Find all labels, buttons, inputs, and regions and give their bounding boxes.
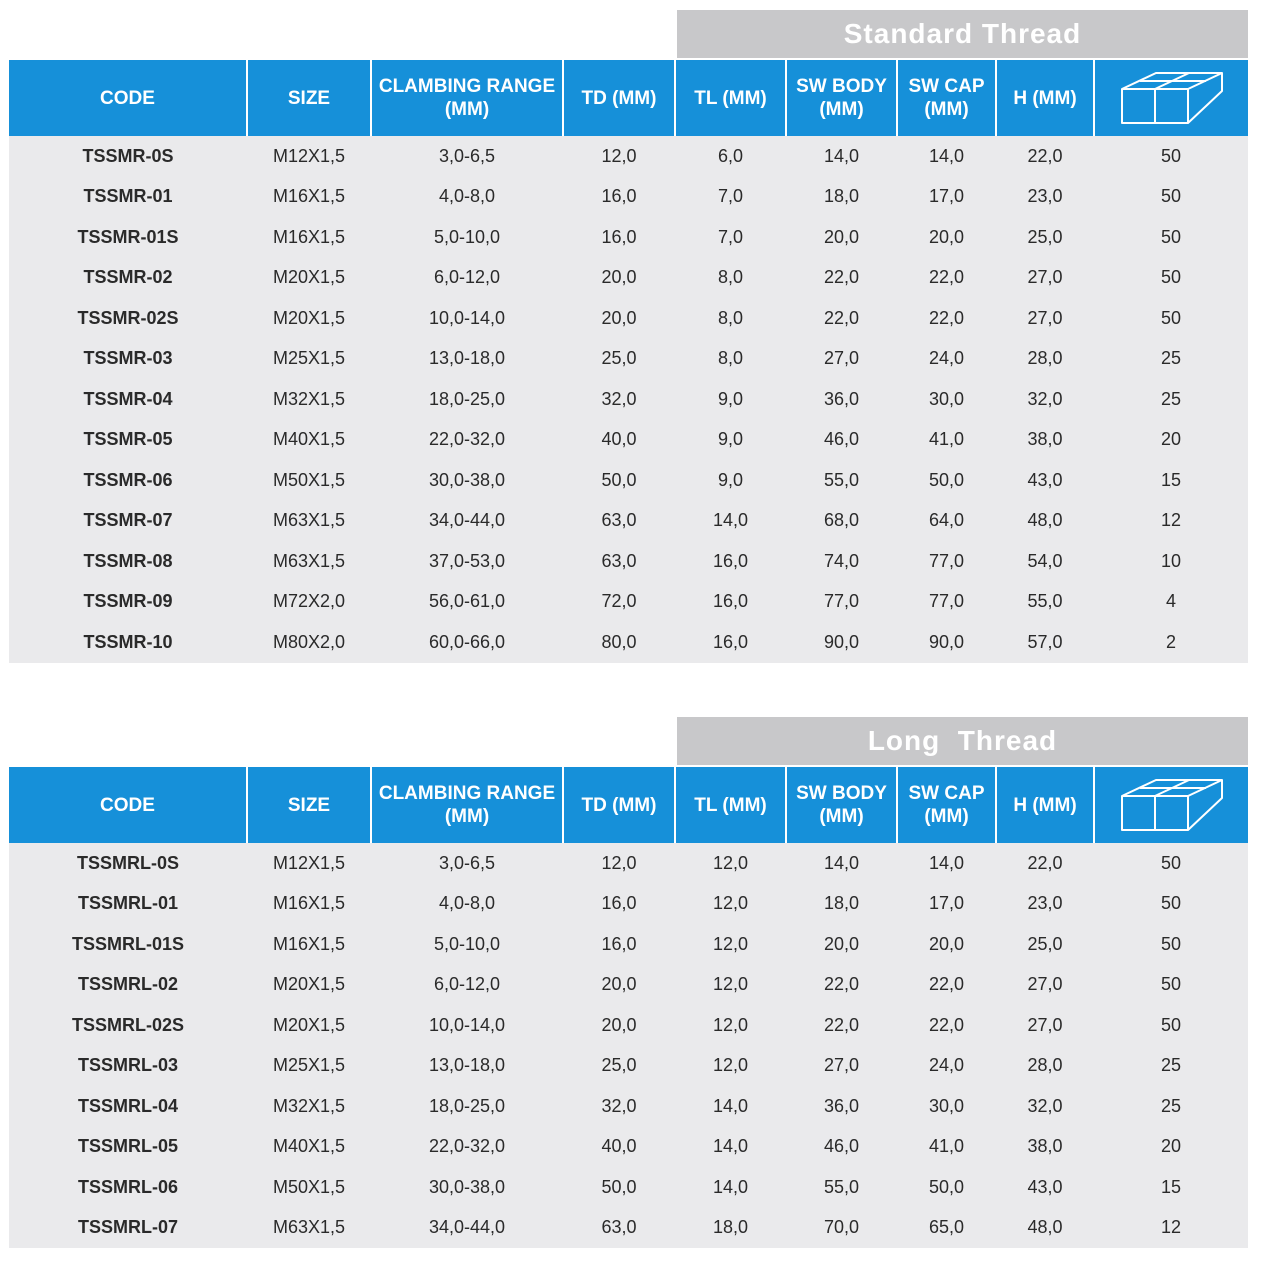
cell-h: 27,0 [996, 965, 1094, 1006]
cell-td: 16,0 [563, 177, 675, 218]
cell-clambing-range: 60,0-66,0 [371, 622, 563, 663]
cell-clambing-range: 6,0-12,0 [371, 965, 563, 1006]
cell-size: M80X2,0 [247, 622, 371, 663]
cell-sw-body: 18,0 [786, 884, 897, 925]
cell-size: M50X1,5 [247, 460, 371, 501]
cell-h: 38,0 [996, 1127, 1094, 1168]
col-header-label: SW BODY (MM) [796, 783, 887, 827]
cell-size: M20X1,5 [247, 258, 371, 299]
cell-h: 55,0 [996, 582, 1094, 623]
cell-sw-cap: 20,0 [897, 924, 996, 965]
cell-tl: 8,0 [675, 298, 786, 339]
table-row [9, 541, 1248, 582]
cell-sw-cap: 14,0 [897, 843, 996, 884]
col-header-td [563, 767, 675, 843]
cell-sw-body: 46,0 [786, 420, 897, 461]
table-row [9, 1208, 1248, 1249]
cell-box-qty: 50 [1094, 924, 1248, 965]
cell-code: TSSMR-05 [9, 420, 247, 461]
table-row [9, 622, 1248, 663]
cell-sw-body: 20,0 [786, 924, 897, 965]
cell-code: TSSMRL-03 [9, 1046, 247, 1087]
cell-sw-cap: 22,0 [897, 1005, 996, 1046]
standard-thread-table [9, 60, 1248, 663]
cell-tl: 8,0 [675, 258, 786, 299]
col-header-h [996, 60, 1094, 136]
cell-box-qty: 20 [1094, 420, 1248, 461]
cell-sw-body: 14,0 [786, 843, 897, 884]
cell-td: 12,0 [563, 136, 675, 177]
cell-td: 16,0 [563, 217, 675, 258]
cell-code: TSSMR-04 [9, 379, 247, 420]
cell-h: 27,0 [996, 298, 1094, 339]
col-header-label: CLAMBING RANGE (MM) [378, 76, 556, 120]
cell-code: TSSMR-06 [9, 460, 247, 501]
table-row [9, 258, 1248, 299]
cell-sw-cap: 22,0 [897, 258, 996, 299]
cell-td: 16,0 [563, 884, 675, 925]
col-header-clambing-range [371, 60, 563, 136]
cell-sw-body: 90,0 [786, 622, 897, 663]
table-row [9, 420, 1248, 461]
cell-td: 50,0 [563, 460, 675, 501]
cell-size: M20X1,5 [247, 1005, 371, 1046]
col-header-label: TL (MM) [694, 87, 767, 109]
cell-sw-body: 27,0 [786, 1046, 897, 1087]
header-row [9, 60, 1248, 136]
cell-td: 20,0 [563, 258, 675, 299]
cell-td: 20,0 [563, 1005, 675, 1046]
cell-h: 48,0 [996, 1208, 1094, 1249]
col-header-label: SIZE [287, 87, 331, 109]
cell-h: 43,0 [996, 460, 1094, 501]
col-header-h [996, 767, 1094, 843]
cell-h: 54,0 [996, 541, 1094, 582]
cell-h: 27,0 [996, 258, 1094, 299]
cell-box-qty: 50 [1094, 884, 1248, 925]
cell-size: M50X1,5 [247, 1167, 371, 1208]
cell-tl: 9,0 [675, 420, 786, 461]
cell-size: M20X1,5 [247, 965, 371, 1006]
cell-sw-cap: 50,0 [897, 1167, 996, 1208]
cell-size: M16X1,5 [247, 177, 371, 218]
cell-sw-body: 14,0 [786, 136, 897, 177]
col-header-size [247, 60, 371, 136]
cell-size: M63X1,5 [247, 501, 371, 542]
cell-box-qty: 50 [1094, 298, 1248, 339]
col-header-label: CLAMBING RANGE (MM) [378, 783, 556, 827]
cell-code: TSSMRL-0S [9, 843, 247, 884]
cell-size: M72X2,0 [247, 582, 371, 623]
cell-code: TSSMRL-07 [9, 1208, 247, 1249]
col-header-label: CODE [100, 794, 155, 816]
col-header-sw-cap [897, 60, 996, 136]
cell-td: 25,0 [563, 339, 675, 380]
table-row [9, 379, 1248, 420]
col-header-label: SW CAP (MM) [908, 76, 985, 120]
col-header-sw-body [786, 60, 897, 136]
cell-sw-cap: 30,0 [897, 1086, 996, 1127]
cell-size: M32X1,5 [247, 1086, 371, 1127]
cell-size: M16X1,5 [247, 924, 371, 965]
cell-tl: 18,0 [675, 1208, 786, 1249]
cell-box-qty: 15 [1094, 1167, 1248, 1208]
cell-h: 32,0 [996, 379, 1094, 420]
header-row [9, 767, 1248, 843]
cell-code: TSSMRL-04 [9, 1086, 247, 1127]
cell-code: TSSMRL-01 [9, 884, 247, 925]
cell-tl: 12,0 [675, 843, 786, 884]
cell-size: M63X1,5 [247, 1208, 371, 1249]
cell-clambing-range: 10,0-14,0 [371, 1005, 563, 1046]
cell-h: 22,0 [996, 843, 1094, 884]
cell-clambing-range: 13,0-18,0 [371, 339, 563, 380]
cell-code: TSSMRL-06 [9, 1167, 247, 1208]
cell-clambing-range: 3,0-6,5 [371, 843, 563, 884]
cell-tl: 6,0 [675, 136, 786, 177]
cell-h: 48,0 [996, 501, 1094, 542]
cell-sw-cap: 22,0 [897, 965, 996, 1006]
cell-sw-cap: 17,0 [897, 177, 996, 218]
cell-sw-body: 55,0 [786, 460, 897, 501]
cell-size: M32X1,5 [247, 379, 371, 420]
cell-h: 23,0 [996, 177, 1094, 218]
cell-box-qty: 50 [1094, 217, 1248, 258]
table-row [9, 1167, 1248, 1208]
col-header-td [563, 60, 675, 136]
cell-sw-body: 77,0 [786, 582, 897, 623]
cell-box-qty: 50 [1094, 136, 1248, 177]
cell-clambing-range: 18,0-25,0 [371, 379, 563, 420]
cell-code: TSSMR-07 [9, 501, 247, 542]
col-header-box-qty [1094, 60, 1248, 136]
cell-td: 12,0 [563, 843, 675, 884]
cell-code: TSSMR-02 [9, 258, 247, 299]
col-header-label: CODE [100, 87, 155, 109]
cell-sw-body: 36,0 [786, 1086, 897, 1127]
cell-tl: 16,0 [675, 622, 786, 663]
table-row [9, 460, 1248, 501]
cell-sw-cap: 77,0 [897, 582, 996, 623]
cell-sw-cap: 22,0 [897, 298, 996, 339]
cell-size: M12X1,5 [247, 136, 371, 177]
cell-td: 50,0 [563, 1167, 675, 1208]
table-row [9, 884, 1248, 925]
cell-size: M40X1,5 [247, 420, 371, 461]
table-row [9, 1086, 1248, 1127]
cell-sw-body: 74,0 [786, 541, 897, 582]
cell-h: 28,0 [996, 1046, 1094, 1087]
standard-thread-title: Standard Thread [677, 10, 1248, 58]
cell-sw-cap: 90,0 [897, 622, 996, 663]
long-thread-title: Long Thread [677, 717, 1248, 765]
cell-sw-body: 55,0 [786, 1167, 897, 1208]
col-header-label: TL (MM) [694, 794, 767, 816]
cell-tl: 16,0 [675, 582, 786, 623]
cell-box-qty: 10 [1094, 541, 1248, 582]
cell-sw-body: 46,0 [786, 1127, 897, 1168]
cell-sw-cap: 65,0 [897, 1208, 996, 1249]
table-row [9, 924, 1248, 965]
cell-clambing-range: 18,0-25,0 [371, 1086, 563, 1127]
col-header-code [9, 767, 247, 843]
cell-clambing-range: 30,0-38,0 [371, 460, 563, 501]
col-header-label: SW BODY (MM) [796, 76, 887, 120]
col-header-label: H (MM) [1013, 794, 1077, 816]
table-row [9, 1127, 1248, 1168]
cell-tl: 14,0 [675, 1086, 786, 1127]
cell-td: 20,0 [563, 298, 675, 339]
cell-h: 28,0 [996, 339, 1094, 380]
cell-tl: 12,0 [675, 965, 786, 1006]
cell-box-qty: 2 [1094, 622, 1248, 663]
cell-code: TSSMR-03 [9, 339, 247, 380]
cell-tl: 8,0 [675, 339, 786, 380]
col-header-label: SW CAP (MM) [908, 783, 985, 827]
cell-tl: 12,0 [675, 1046, 786, 1087]
cell-box-qty: 50 [1094, 1005, 1248, 1046]
cell-sw-body: 22,0 [786, 965, 897, 1006]
cell-sw-cap: 30,0 [897, 379, 996, 420]
cell-sw-cap: 24,0 [897, 1046, 996, 1087]
cell-size: M25X1,5 [247, 1046, 371, 1087]
cell-clambing-range: 34,0-44,0 [371, 1208, 563, 1249]
cell-box-qty: 12 [1094, 501, 1248, 542]
cell-box-qty: 25 [1094, 379, 1248, 420]
cell-sw-body: 70,0 [786, 1208, 897, 1249]
cell-sw-body: 22,0 [786, 298, 897, 339]
box-icon [1120, 778, 1224, 832]
cell-sw-cap: 77,0 [897, 541, 996, 582]
cell-sw-body: 18,0 [786, 177, 897, 218]
table-row [9, 1005, 1248, 1046]
cell-code: TSSMR-02S [9, 298, 247, 339]
cell-tl: 7,0 [675, 217, 786, 258]
cell-td: 32,0 [563, 379, 675, 420]
cell-size: M16X1,5 [247, 884, 371, 925]
cell-size: M25X1,5 [247, 339, 371, 380]
cell-h: 38,0 [996, 420, 1094, 461]
cell-td: 40,0 [563, 420, 675, 461]
cell-sw-cap: 14,0 [897, 136, 996, 177]
cell-clambing-range: 22,0-32,0 [371, 1127, 563, 1168]
box-icon [1120, 71, 1224, 125]
cell-sw-body: 20,0 [786, 217, 897, 258]
table-row [9, 298, 1248, 339]
cell-h: 25,0 [996, 217, 1094, 258]
cell-tl: 14,0 [675, 501, 786, 542]
cell-td: 80,0 [563, 622, 675, 663]
table-row [9, 136, 1248, 177]
cell-tl: 12,0 [675, 924, 786, 965]
cell-tl: 12,0 [675, 884, 786, 925]
cell-code: TSSMRL-02S [9, 1005, 247, 1046]
cell-sw-cap: 41,0 [897, 1127, 996, 1168]
cell-clambing-range: 22,0-32,0 [371, 420, 563, 461]
cell-box-qty: 15 [1094, 460, 1248, 501]
cell-sw-body: 27,0 [786, 339, 897, 380]
cell-box-qty: 50 [1094, 965, 1248, 1006]
cell-clambing-range: 30,0-38,0 [371, 1167, 563, 1208]
cell-clambing-range: 3,0-6,5 [371, 136, 563, 177]
table-row [9, 843, 1248, 884]
cell-td: 16,0 [563, 924, 675, 965]
cell-sw-cap: 50,0 [897, 460, 996, 501]
cell-h: 57,0 [996, 622, 1094, 663]
cell-tl: 16,0 [675, 541, 786, 582]
col-header-label: TD (MM) [581, 87, 657, 109]
cell-box-qty: 12 [1094, 1208, 1248, 1249]
long-thread-table [9, 767, 1248, 1248]
cell-td: 20,0 [563, 965, 675, 1006]
cell-clambing-range: 34,0-44,0 [371, 501, 563, 542]
col-header-label: TD (MM) [581, 794, 657, 816]
col-header-tl [675, 767, 786, 843]
cell-sw-body: 68,0 [786, 501, 897, 542]
cell-h: 43,0 [996, 1167, 1094, 1208]
col-header-size [247, 767, 371, 843]
cell-code: TSSMR-08 [9, 541, 247, 582]
cell-code: TSSMRL-05 [9, 1127, 247, 1168]
cell-size: M20X1,5 [247, 298, 371, 339]
cell-clambing-range: 37,0-53,0 [371, 541, 563, 582]
cell-sw-cap: 41,0 [897, 420, 996, 461]
cell-sw-body: 36,0 [786, 379, 897, 420]
cell-tl: 7,0 [675, 177, 786, 218]
cell-h: 27,0 [996, 1005, 1094, 1046]
cell-size: M63X1,5 [247, 541, 371, 582]
cell-td: 25,0 [563, 1046, 675, 1087]
cell-code: TSSMR-01 [9, 177, 247, 218]
cell-box-qty: 25 [1094, 1046, 1248, 1087]
cell-clambing-range: 10,0-14,0 [371, 298, 563, 339]
cell-tl: 14,0 [675, 1127, 786, 1168]
long-thread-section [9, 717, 1248, 1251]
table-row [9, 582, 1248, 623]
cell-box-qty: 50 [1094, 258, 1248, 299]
cell-box-qty: 50 [1094, 177, 1248, 218]
cell-box-qty: 50 [1094, 843, 1248, 884]
table-row [9, 501, 1248, 542]
cell-td: 32,0 [563, 1086, 675, 1127]
col-header-code [9, 60, 247, 136]
cell-clambing-range: 13,0-18,0 [371, 1046, 563, 1087]
cell-box-qty: 20 [1094, 1127, 1248, 1168]
cell-tl: 9,0 [675, 379, 786, 420]
cell-size: M40X1,5 [247, 1127, 371, 1168]
col-header-box-qty [1094, 767, 1248, 843]
cell-td: 63,0 [563, 541, 675, 582]
cell-box-qty: 4 [1094, 582, 1248, 623]
table-row [9, 339, 1248, 380]
col-header-sw-cap [897, 767, 996, 843]
cell-h: 32,0 [996, 1086, 1094, 1127]
cell-code: TSSMR-09 [9, 582, 247, 623]
cell-h: 22,0 [996, 136, 1094, 177]
cell-td: 72,0 [563, 582, 675, 623]
cell-sw-cap: 20,0 [897, 217, 996, 258]
cell-clambing-range: 56,0-61,0 [371, 582, 563, 623]
cell-clambing-range: 6,0-12,0 [371, 258, 563, 299]
cell-sw-cap: 17,0 [897, 884, 996, 925]
cell-box-qty: 25 [1094, 339, 1248, 380]
table-row [9, 217, 1248, 258]
cell-td: 63,0 [563, 501, 675, 542]
table-row [9, 965, 1248, 1006]
cell-code: TSSMR-01S [9, 217, 247, 258]
col-header-tl [675, 60, 786, 136]
cell-size: M16X1,5 [247, 217, 371, 258]
cell-sw-cap: 64,0 [897, 501, 996, 542]
cell-code: TSSMR-10 [9, 622, 247, 663]
cell-sw-cap: 24,0 [897, 339, 996, 380]
col-header-sw-body [786, 767, 897, 843]
cell-clambing-range: 4,0-8,0 [371, 884, 563, 925]
cell-h: 25,0 [996, 924, 1094, 965]
cell-code: TSSMR-0S [9, 136, 247, 177]
cell-clambing-range: 4,0-8,0 [371, 177, 563, 218]
col-header-clambing-range [371, 767, 563, 843]
col-header-label: SIZE [287, 794, 331, 816]
cell-code: TSSMRL-01S [9, 924, 247, 965]
cell-sw-body: 22,0 [786, 1005, 897, 1046]
cell-box-qty: 25 [1094, 1086, 1248, 1127]
cell-clambing-range: 5,0-10,0 [371, 924, 563, 965]
cell-sw-body: 22,0 [786, 258, 897, 299]
table-row [9, 177, 1248, 218]
cell-size: M12X1,5 [247, 843, 371, 884]
cell-tl: 14,0 [675, 1167, 786, 1208]
col-header-label: H (MM) [1013, 87, 1077, 109]
cell-tl: 9,0 [675, 460, 786, 501]
cell-td: 40,0 [563, 1127, 675, 1168]
cell-td: 63,0 [563, 1208, 675, 1249]
cell-tl: 12,0 [675, 1005, 786, 1046]
cell-clambing-range: 5,0-10,0 [371, 217, 563, 258]
standard-thread-section [9, 10, 1248, 664]
table-row [9, 1046, 1248, 1087]
cell-code: TSSMRL-02 [9, 965, 247, 1006]
cell-h: 23,0 [996, 884, 1094, 925]
